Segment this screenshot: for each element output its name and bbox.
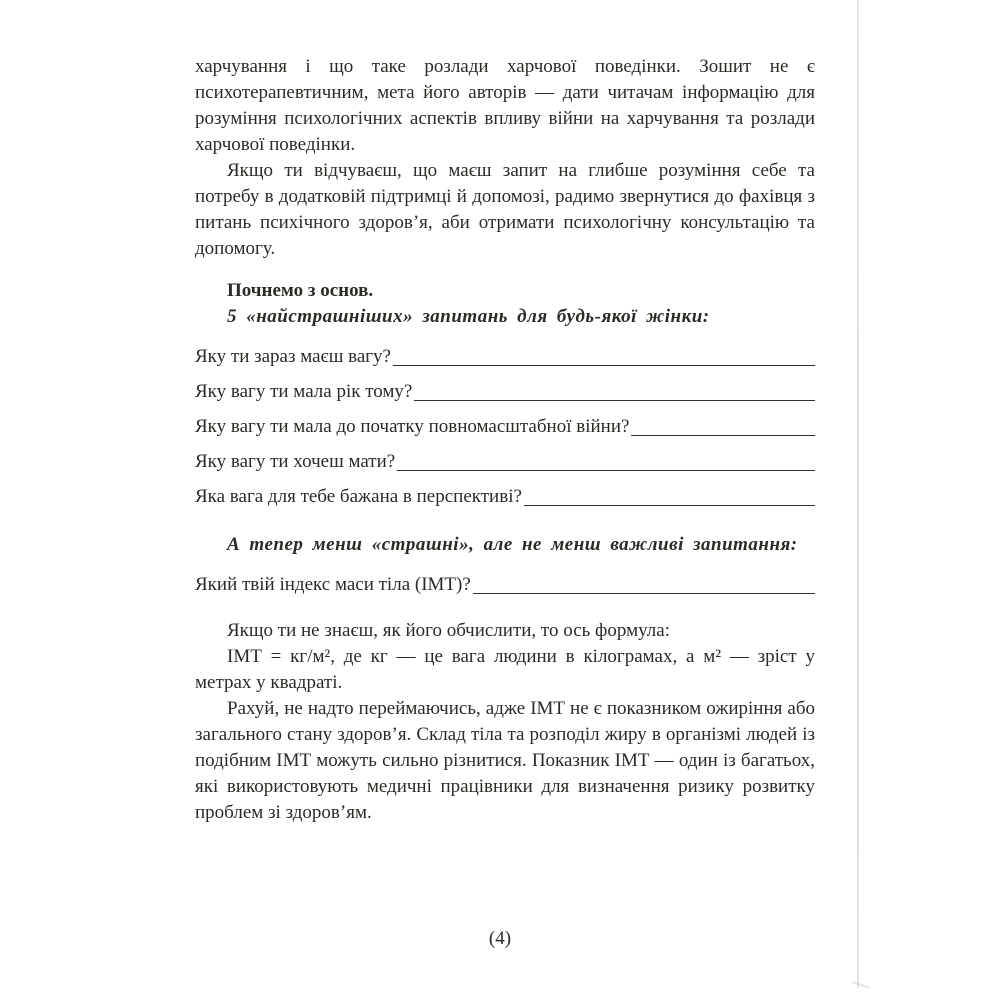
question-list <box>195 344 815 510</box>
question-line <box>195 414 815 440</box>
section-heading-italic: А тепер менш «страшні», але не менш важливі запитання: <box>227 534 798 555</box>
paragraph-formula: ІМТ = кг/м², де кг — це вага людини в кілограмах, а м² — зріст у метрах у квадраті. <box>195 646 815 693</box>
question-text: Яку вагу ти мала рік тому? <box>195 381 413 402</box>
answer-blank-line <box>522 484 815 510</box>
question-text: Яка вага для тебе бажана в перспективі? <box>195 486 522 507</box>
section-heading-bold: Почнемо з основ. <box>227 280 374 301</box>
page-number: (4) <box>488 928 512 949</box>
question-text: Який твій індекс маси тіла (ІМТ)? <box>195 574 471 595</box>
answer-blank-line <box>412 379 815 405</box>
question-line <box>195 484 815 510</box>
page-edge-corner <box>852 981 870 988</box>
question-line <box>195 379 815 405</box>
question-text: Яку вагу ти хочеш мати? <box>195 451 396 472</box>
text-block <box>195 54 815 826</box>
answer-blank-line <box>629 414 815 440</box>
paragraph-continuation: харчування і що таке розлади харчової поведінки. Зошит не є психотерапевтичним, мета його авторів — дати читачам інформацію для розуміння психологічних аспектів впливу війни на харчування та розлади харчової поведінки. <box>195 56 815 155</box>
question-line <box>195 344 815 370</box>
question-text: Яку ти зараз маєш вагу? <box>195 346 391 367</box>
question-text: Яку вагу ти мала до початку повномасштабної війни? <box>195 416 630 437</box>
page-edge-line <box>857 0 859 988</box>
answer-blank-line <box>471 572 815 598</box>
paragraph: Якщо ти відчуваєш, що маєш запит на глибше розуміння себе та потребу в додатковій підтримці й допомозі, радимо звернутися до фахівця з питань психічного здоров’я, аби отримати психологічну консультацію та допомогу. <box>195 160 815 259</box>
section-heading-italic: 5 «найстрашніших» запитань для будь-якої жінки: <box>227 306 710 327</box>
question-line <box>195 449 815 475</box>
answer-blank-line <box>395 449 815 475</box>
paragraph: Рахуй, не надто переймаючись, адже ІМТ не є показником ожиріння або загального стану здоров’я. Склад тіла та розподіл жиру в організмі людей із подібним ІМТ можуть сильно різнитися. Показник ІМТ — один із багатьох, які використовують медичні працівники для визначення ризику розвитку проблем зі здоров’ям. <box>195 698 815 823</box>
answer-blank-line <box>391 344 815 370</box>
question-line <box>195 572 815 598</box>
paragraph: Якщо ти не знаєш, як його обчислити, то ось формула: <box>227 620 670 641</box>
